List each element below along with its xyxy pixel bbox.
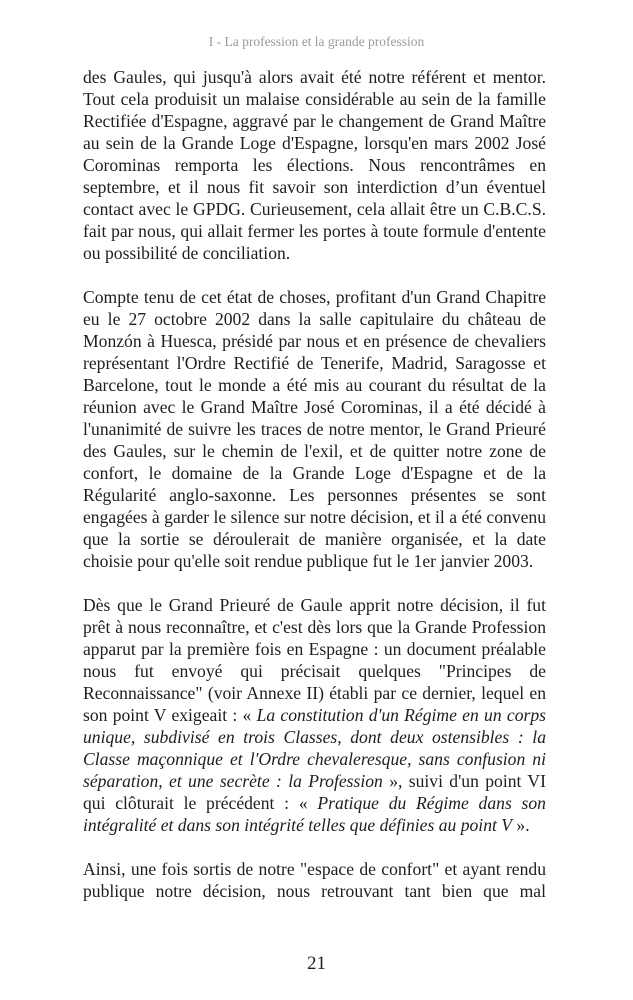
paragraph-text: des Gaules, qui jusqu'à alors avait été notre référent et mentor. Tout cela produisit un malaise considérable au sein de la famille Rectifiée d'Espagne, aggravé par le changement de Grand Maître au sein de la Grande Loge d'Espagne, lorsqu'en mars 2002 José Corominas remporta les élections. Nous rencontrâmes en septembre, et il nous fit savoir son interdiction d’un éventuel contact avec le GPDG. Curieusement, cela allait être un C.B.C.S. fait par nous, qui allait fermer les portes à toute formule d'entente ou possibilité de conciliation.	[83, 67, 546, 263]
paragraph-2	[83, 286, 546, 572]
quotation-point-v: La constitution d'un Régime en un corps unique, subdivisé en trois Classes, dont deux ostensibles : la Classe maçonnique et l'Ordre chevaleresque, sans confusion ni séparation, et une secrète : la Profession	[83, 705, 546, 791]
paragraph-1	[83, 66, 546, 264]
paragraph-4	[83, 858, 546, 902]
paragraph-text: Ainsi, une fois sortis de notre "espace de confort" et ayant rendu publique notre décision, nous retrouvant tant bien que mal	[83, 859, 546, 901]
body-text	[83, 66, 546, 902]
paragraph-text: », suivi d'un point VI qui clôturait le précédent : «	[83, 771, 546, 813]
paragraph-text: ».	[512, 815, 530, 835]
paragraph-3	[83, 594, 546, 836]
paragraph-text: Dès que le Grand Prieuré de Gaule apprit notre décision, il fut prêt à nous reconnaître, et c'est dès lors que la Grande Profession apparut par la première fois en Espagne : un document préalable nous fut envoyé qui précisait quelques "Principes de Reconnaissance" (voir Annexe II) établi par ce dernier, lequel en son point V exigeait : «	[83, 595, 546, 725]
running-head: I - La profession et la grande profession	[208, 34, 425, 49]
page-number: 21	[307, 953, 326, 974]
paragraph-text: Compte tenu de cet état de choses, profitant d'un Grand Chapitre eu le 27 octobre 2002 dans la salle capitulaire du château de Monzón à Huesca, présidé par nous et en présence de chevaliers représentant l'Ordre Rectifié de Tenerife, Madrid, Saragosse et Barcelone, tout le monde a été mis au courant du résultat de la réunion avec le Grand Maître José Corominas, il a été décidé à l'unanimité de suivre les traces de notre mentor, le Grand Prieuré des Gaules, sur le chemin de l'exil, et de quitter notre zone de confort, le domaine de la Grande Loge d'Espagne et de la Régularité anglo-saxonne. Les personnes présentes se sont engagées à garder le silence sur notre décision, et il a été convenu que la sortie se déroulerait de manière organisée, et la date choisie pour qu'elle soit rendue publique fut le 1er janvier 2003.	[83, 287, 546, 571]
quotation-point-vi: Pratique du Régime dans son intégralité et dans son intégrité telles que définies au point V	[83, 793, 546, 835]
